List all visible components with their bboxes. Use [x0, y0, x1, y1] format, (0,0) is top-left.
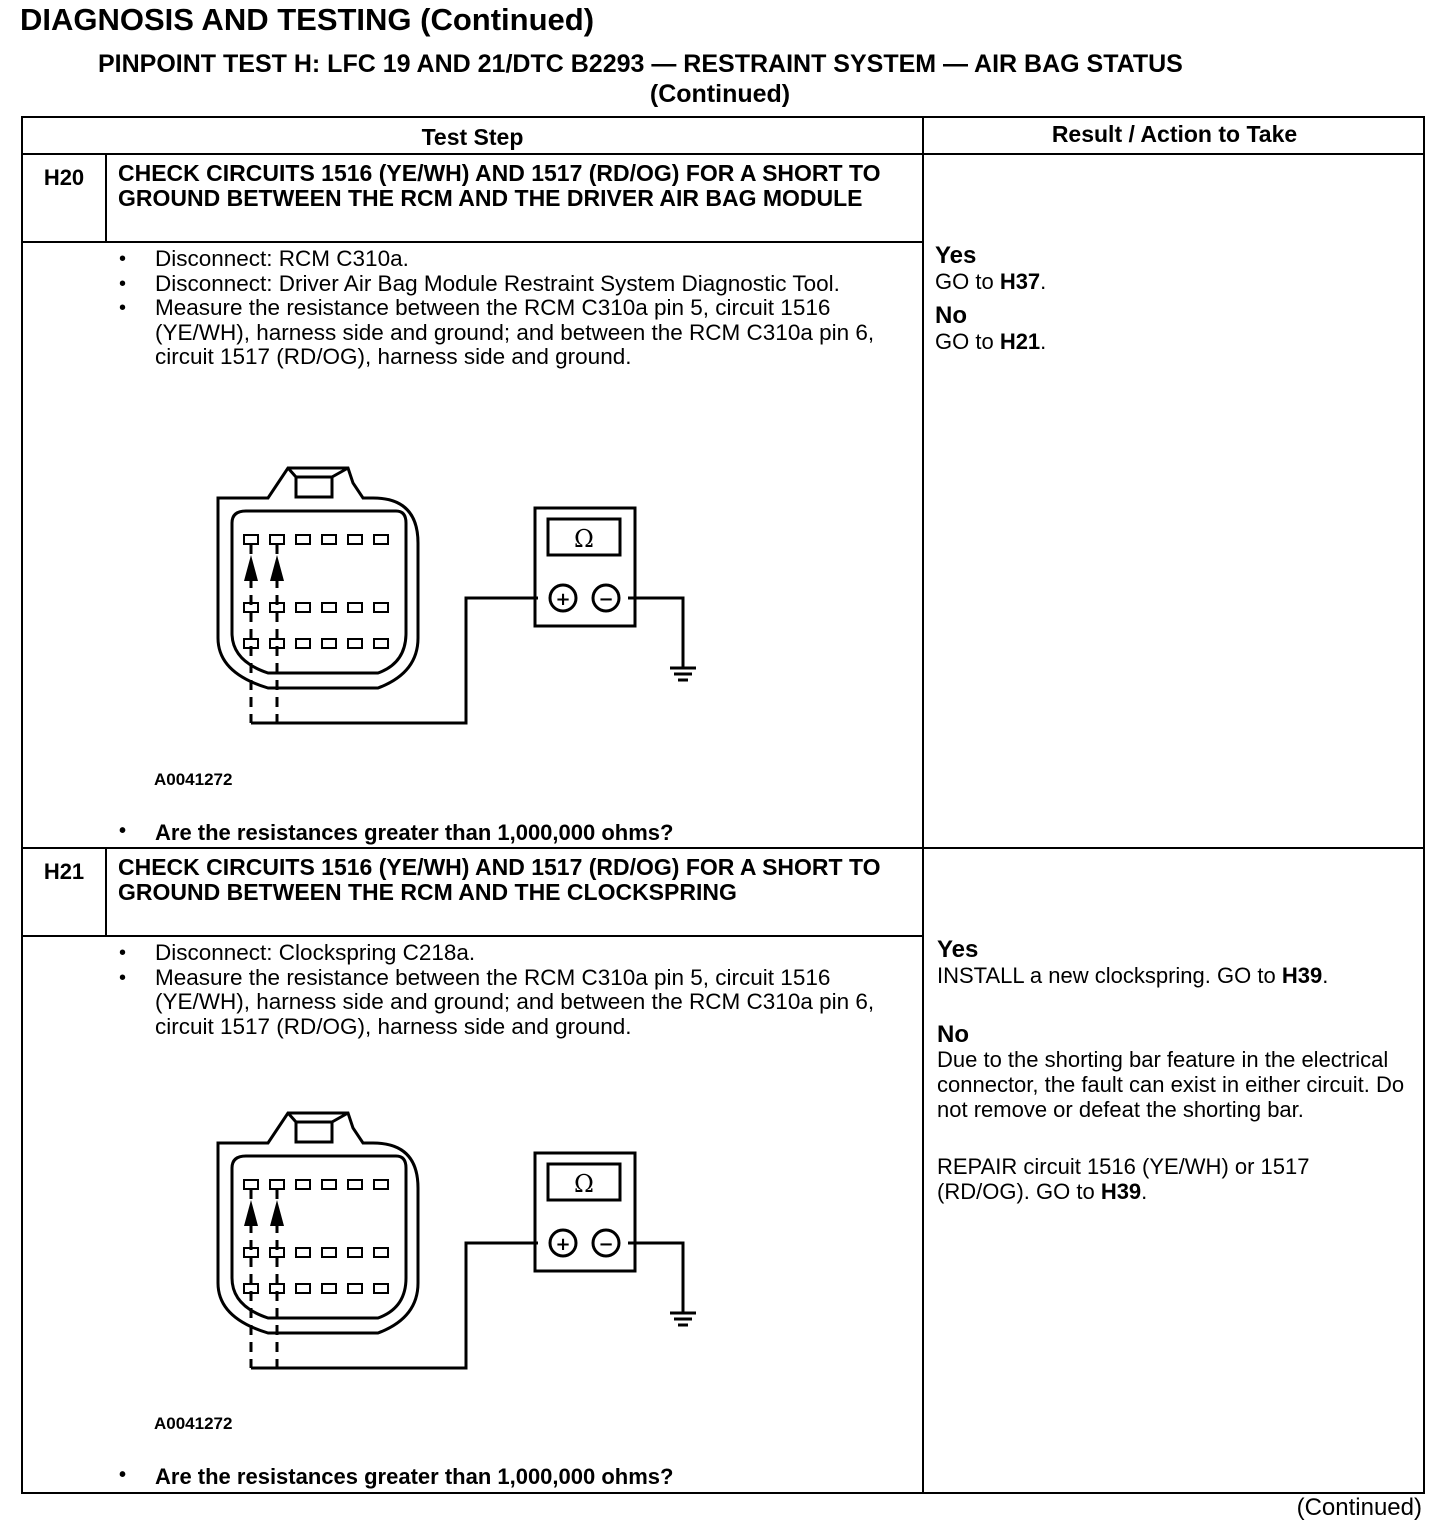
- column-divider: [922, 118, 924, 1494]
- connector-pin: [374, 1284, 388, 1293]
- footer-continued: (Continued): [1296, 1494, 1422, 1521]
- page-title: DIAGNOSIS AND TESTING (Continued): [20, 2, 595, 37]
- result-no-action-h21: REPAIR circuit 1516 (YE/WH) or 1517 (RD/OG). GO to H39.: [937, 1154, 1310, 1204]
- step-title-h20: CHECK CIRCUITS 1516 (YE/WH) AND 1517 (RD/OG) FOR A SHORT TO GROUND BETWEEN THE RCM AND THE DRIVER AIR BAG MODULE: [118, 160, 881, 211]
- result-no-action-h20: GO to H21.: [935, 329, 1047, 354]
- result-no-h21: No: [937, 1021, 969, 1048]
- header-divider: [23, 153, 1425, 155]
- result-no-explanation-h21: Due to the shorting bar feature in the electrical connector, the fault can exist in either circuit. Do not remove or defeat the shorting bar.: [937, 1047, 1405, 1122]
- connector-pin: [374, 1248, 388, 1257]
- question-h21: • Are the resistances greater than 1,000,000 ohms?: [117, 1464, 673, 1490]
- step-id-h21: H21: [43, 859, 85, 884]
- question-h20: • Are the resistances greater than 1,000,000 ohms?: [117, 820, 673, 846]
- connector-pin: [374, 1180, 388, 1189]
- connector-ohmmeter-diagram-h21: [208, 1108, 708, 1378]
- connector-pin: [296, 1248, 310, 1257]
- result-no-h20: No: [935, 302, 967, 329]
- meter-minus-label: −: [598, 589, 614, 610]
- step-instructions-h20: [117, 247, 897, 370]
- connector-pin: [322, 1180, 336, 1189]
- instruction-item: • Measure the resistance between the RCM C310a pin 5, circuit 1516 (YE/WH), harness side and ground; and between the RCM C310a pin 6, circuit 1517 (RD/OG), harness side and ground.: [117, 296, 897, 370]
- connector-pin: [296, 1180, 310, 1189]
- connector-pin: [296, 1284, 310, 1293]
- connector-pin: [348, 1180, 362, 1189]
- pinpoint-test-subtitle: (Continued): [649, 80, 791, 108]
- connector-pin: [348, 1248, 362, 1257]
- connector-ohmmeter-diagram-h20: [208, 463, 708, 733]
- connector-pin: [296, 603, 310, 612]
- go-to-target: H39: [1100, 1179, 1142, 1204]
- meter-plus-label: +: [555, 589, 571, 610]
- header-result-action: Result / Action to Take: [1051, 121, 1298, 147]
- connector-pin: [296, 535, 310, 544]
- instruction-item: • Measure the resistance between the RCM C310a pin 5, circuit 1516 (YE/WH), harness side and ground; and between the RCM C310a pin 6, circuit 1517 (RD/OG), harness side and ground.: [117, 966, 897, 1040]
- ohmmeter-symbol: Ω: [574, 1170, 594, 1198]
- connector-pin: [244, 1180, 258, 1189]
- connector-pin: [322, 603, 336, 612]
- go-to-target: H21: [999, 329, 1041, 354]
- connector-pin: [348, 535, 362, 544]
- connector-pin: [348, 603, 362, 612]
- connector-pin: [348, 639, 362, 648]
- result-yes-action-h20: GO to H37.: [935, 269, 1047, 294]
- connector-pin: [322, 535, 336, 544]
- connector-pin: [374, 639, 388, 648]
- step-id-h20: H20: [43, 165, 85, 190]
- connector-pin: [296, 639, 310, 648]
- step-instructions-h21: [117, 941, 897, 1039]
- go-to-target: H37: [999, 269, 1041, 294]
- step-id-divider: [105, 155, 107, 243]
- result-yes-action-h21: INSTALL a new clockspring. GO to H39.: [937, 963, 1329, 988]
- connector-pin: [348, 1284, 362, 1293]
- result-yes-h20: Yes: [935, 242, 977, 269]
- step-title-h21: CHECK CIRCUITS 1516 (YE/WH) AND 1517 (RD/OG) FOR A SHORT TO GROUND BETWEEN THE RCM AND THE CLOCKSPRING: [118, 854, 881, 905]
- meter-plus-label: +: [555, 1234, 571, 1255]
- connector-latch: [296, 477, 332, 497]
- connector-pin: [322, 1248, 336, 1257]
- connector-pin: [322, 1284, 336, 1293]
- instruction-item: • Disconnect: RCM C310a.: [117, 247, 897, 272]
- step-divider: [23, 847, 1425, 849]
- ohmmeter-symbol: Ω: [574, 525, 594, 553]
- go-to-target: H39: [1281, 963, 1323, 988]
- connector-pin: [270, 1180, 284, 1189]
- header-test-step: Test Step: [421, 124, 524, 150]
- step-title-divider: [23, 935, 922, 937]
- instruction-item: • Disconnect: Driver Air Bag Module Restraint System Diagnostic Tool.: [117, 272, 897, 297]
- connector-pin: [270, 535, 284, 544]
- step-id-divider: [105, 849, 107, 937]
- figure-id-h21: A0041272: [154, 1414, 233, 1433]
- connector-pin: [374, 535, 388, 544]
- step-title-divider: [23, 241, 922, 243]
- connector-pin: [244, 535, 258, 544]
- pinpoint-test-title: PINPOINT TEST H: LFC 19 AND 21/DTC B2293 — RESTRAINT SYSTEM — AIR BAG STATUS: [98, 50, 1183, 78]
- connector-pin: [322, 639, 336, 648]
- pinpoint-test-table: [21, 116, 1425, 1494]
- instruction-item: • Disconnect: Clockspring C218a.: [117, 941, 897, 966]
- result-yes-h21: Yes: [937, 936, 979, 963]
- figure-id-h20: A0041272: [154, 770, 233, 789]
- connector-latch: [296, 1122, 332, 1142]
- meter-minus-label: −: [598, 1234, 614, 1255]
- connector-pin: [374, 603, 388, 612]
